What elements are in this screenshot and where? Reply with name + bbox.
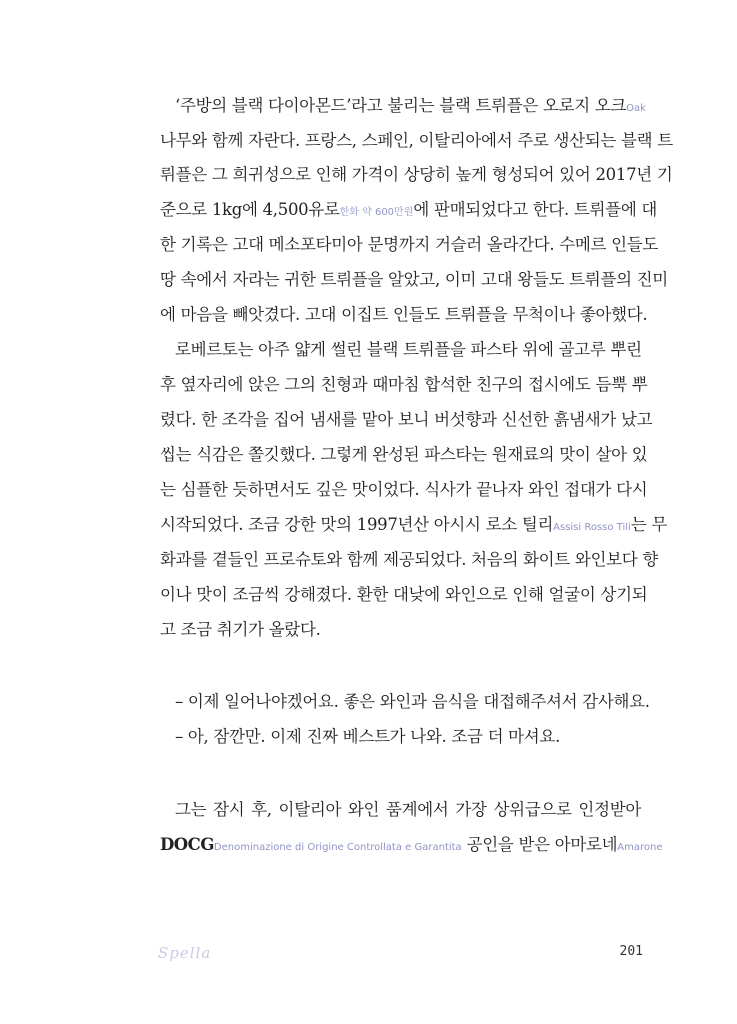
annotation-note: Amarone — [617, 842, 663, 853]
dialogue-line: – 아, 잠깐만. 이제 진짜 베스트가 나와. 조금 더 마셔요. — [175, 727, 561, 746]
text-span: 공인을 받은 아마로네 — [461, 835, 618, 854]
text-span: 에 판매되었다고 한다. 트뤼플에 대 — [413, 200, 658, 219]
text-line — [160, 515, 668, 535]
text-line: 로베르토는 아주 얇게 썰린 블랙 트뤼플을 파스타 위에 골고루 뿌린 — [175, 340, 642, 359]
text-span: ‘주방의 블랙 다이아몬드’라고 불리는 블랙 트뤼플은 오로지 오크 — [175, 96, 627, 115]
text-line — [160, 200, 658, 220]
text-line: 뤼플은 그 희귀성으로 인해 가격이 상당히 높게 형성되어 있어 2017년 기 — [160, 165, 673, 184]
text-line: 땅 속에서 자라는 귀한 트뤼플을 알았고, 이미 고대 왕들도 트뤼플의 진미 — [160, 270, 668, 289]
text-line: 후 옆자리에 앉은 그의 친형과 때마침 합석한 친구의 접시에도 듬뿍 뿌 — [160, 375, 648, 394]
text-span: 는 무 — [630, 515, 668, 534]
text-line: 나무와 함께 자란다. 프랑스, 스페인, 이탈리아에서 주로 생산되는 블랙 트 — [160, 131, 673, 150]
annotation-note: 한화 약 600만원 — [339, 207, 414, 218]
text-line: 씹는 식감은 쫄깃했다. 그렇게 완성된 파스타는 원재료의 맛이 살아 있 — [160, 445, 648, 464]
annotation-note: Oak — [626, 103, 646, 114]
text-line: 에 마음을 빼앗겼다. 고대 이집트 인들도 트뤼플을 무척이나 좋아했다. — [160, 305, 648, 324]
dialogue-line: – 이제 일어나야겠어요. 좋은 와인과 음식을 대접해주셔서 감사해요. — [175, 692, 650, 711]
text-line: 렸다. 한 조각을 집어 냄새를 맡아 보니 버섯향과 신선한 흙냄새가 났고 — [160, 410, 653, 429]
text-line — [160, 835, 663, 855]
text-line: 고 조금 취기가 올랐다. — [160, 620, 321, 639]
text-line: 한 기록은 고대 메소포타미아 문명까지 거슬러 올라간다. 수메르 인들도 — [160, 235, 659, 254]
annotation-note: Denominazione di Origine Controllata e Garantita — [213, 842, 462, 853]
footer-brand-logo: Spella — [158, 944, 212, 962]
docg-label: DOCG — [160, 835, 214, 854]
text-line: 는 심플한 듯하면서도 깊은 맛이었다. 식사가 끝나자 와인 접대가 다시 — [160, 480, 648, 499]
page-number: 201 — [619, 944, 643, 959]
text-span: 시작되었다. 조금 강한 맛의 1997년산 아시시 로소 틸리 — [160, 515, 554, 534]
annotation-note: Assisi Rosso Tili — [553, 522, 631, 533]
text-line: 그는 잠시 후, 이탈리아 와인 품계에서 가장 상위급으로 인정받아 — [175, 800, 641, 819]
text-line: 이나 맛이 조금씩 강해졌다. 환한 대낮에 와인으로 인해 얼굴이 상기되 — [160, 585, 648, 604]
text-line — [175, 96, 646, 116]
text-span: 준으로 1kg에 4,500유로 — [160, 200, 340, 219]
text-line: 화과를 곁들인 프로슈토와 함께 제공되었다. 처음의 화이트 와인보다 향 — [160, 550, 659, 569]
